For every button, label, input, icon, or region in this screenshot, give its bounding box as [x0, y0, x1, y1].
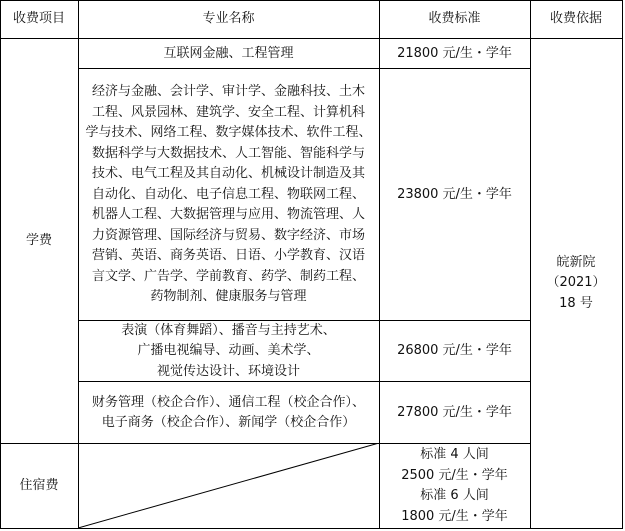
tuition-row-2-fee: 23800 元/生・学年 — [397, 186, 512, 202]
row-divider — [78, 320, 530, 321]
header-major: 专业名称 — [202, 11, 255, 27]
lodging-line: 标准 6 人间 — [420, 488, 489, 503]
tuition-row-4-fee: 27800 元/生・学年 — [397, 404, 512, 420]
major-line: 财务管理（校企合作）、通信工程（校企合作）、 — [91, 394, 365, 410]
major-line: 力资源管理、国际经济与贸易、数字经济、市场 — [91, 227, 365, 243]
fee-basis — [530, 39, 622, 528]
row-divider — [78, 381, 530, 382]
border-right — [622, 0, 623, 529]
major-line: 电子商务（校企合作）、新闻学（校企合作） — [101, 415, 356, 430]
column-divider — [530, 0, 531, 529]
header-item: 收费项目 — [12, 11, 65, 27]
row-divider — [78, 68, 530, 69]
header-basis: 收费依据 — [549, 11, 602, 27]
tuition-row-2-majors — [78, 69, 379, 321]
border-left — [0, 0, 1, 529]
major-line: 互联网金融、工程管理 — [163, 45, 294, 61]
lodging-line: 1800 元/生・学年 — [401, 508, 508, 524]
tuition-row-4-majors — [78, 382, 379, 444]
major-line: 学与技术、网络工程、数字媒体技术、软件工程、 — [85, 125, 372, 141]
major-line: 药物制剂、健康服务与管理 — [150, 289, 307, 305]
major-line: 表演（体育舞蹈）、播音与主持艺术、 — [121, 322, 336, 338]
tuition-label: 学费 — [25, 233, 52, 249]
tuition-row-3-fee: 26800 元/生・学年 — [397, 343, 512, 359]
tuition-row-1-majors — [78, 39, 379, 69]
basis-line: （2021） — [546, 275, 606, 291]
basis-line: 皖新院 — [556, 254, 596, 270]
major-line: 数据科学与大数据技术、人工智能、智能科学与 — [91, 145, 365, 161]
major-line: 言文学、广告学、学前教育、药学、制药工程、 — [91, 268, 365, 284]
lodging-label: 住宿费 — [19, 477, 59, 493]
diagonal-line — [78, 443, 380, 529]
major-line: 视觉传达设计、环境设计 — [156, 363, 300, 379]
lodging-standards — [379, 444, 530, 528]
major-line: 机器人工程、大数据管理与应用、物流管理、人 — [91, 207, 365, 223]
major-line: 自动化、自动化、电子信息工程、物联网工程、 — [91, 186, 365, 202]
tuition-row-1-fee: 21800 元/生・学年 — [397, 45, 512, 61]
lodging-line: 标准 4 人间 — [420, 447, 489, 462]
lodging-line: 2500 元/生・学年 — [401, 467, 508, 483]
header-standard: 收费标准 — [428, 11, 481, 27]
major-line: 经济与金融、会计学、审计学、金融科技、土木 — [91, 84, 365, 100]
major-line: 工程、风景园林、建筑学、安全工程、计算机科 — [91, 104, 365, 120]
major-line: 技术、电气工程及其自动化、机械设计制造及其 — [91, 166, 365, 182]
basis-line: 18 号 — [559, 295, 593, 311]
tuition-row-3-majors — [78, 321, 379, 382]
major-line: 广播电视编导、动画、美术学、 — [137, 343, 320, 359]
major-line: 营销、英语、商务英语、日语、小学教育、汉语 — [91, 248, 365, 264]
